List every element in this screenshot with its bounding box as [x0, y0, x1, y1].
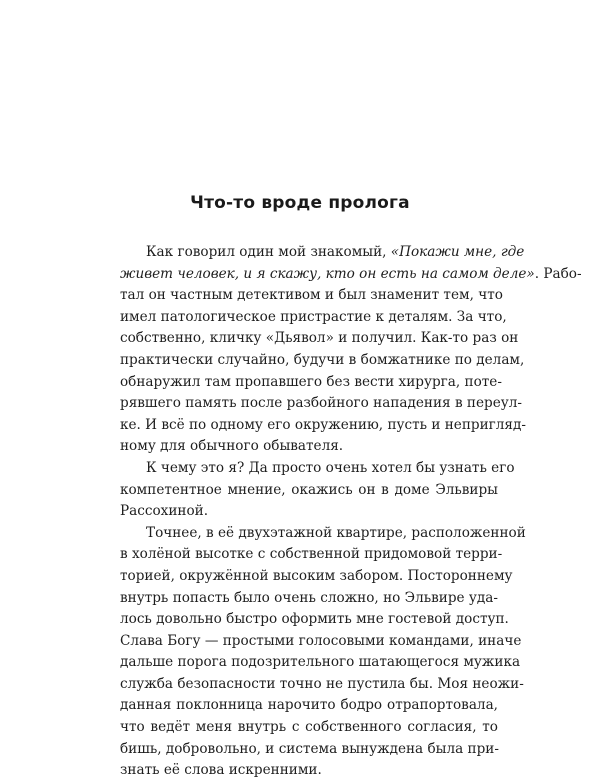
body-text	[120, 242, 582, 782]
text-line: торией, окружённой высоким забором. Постороннему	[120, 567, 513, 584]
chapter-title: Что-то вроде пролога	[190, 193, 410, 213]
text-line: в холёной высотке с собственной придомовой терри-	[120, 546, 503, 563]
text-line: Рассохиной.	[120, 503, 209, 520]
text-line: обнаружил там пропавшего без вести хирурга, поте-	[120, 373, 502, 390]
text-run: . Рабо-	[534, 265, 582, 282]
text-line: знать её слова искренними.	[120, 762, 322, 779]
text-line	[120, 242, 525, 264]
text-line: лось довольно быстро оформить мне гостевой доступ.	[120, 611, 509, 628]
text-line: Слава Богу — простыми голосовыми командами, иначе	[120, 632, 522, 649]
text-line: рявшего память после разбойного нападения в переул-	[120, 395, 522, 412]
text-line: тал он частным детективом и был знаменит тем, что	[120, 287, 503, 304]
text-line	[120, 264, 582, 286]
text-line: практически случайно, будучи в бомжатнике по делам,	[120, 351, 525, 368]
text-line: ному для обычного обывателя.	[120, 438, 344, 455]
text-line: дальше порога подозрительного шатающегося мужика	[120, 654, 521, 671]
text-line: данная поклонница нарочито бодро отрапортовала,	[120, 697, 498, 714]
italic-quote: «Покажи мне, где	[390, 244, 525, 260]
text-line: К чему это я? Да просто очень хотел бы узнать его	[146, 459, 515, 476]
text-line: имел патологическое пристрастие к деталям. За что,	[120, 308, 507, 325]
text-line: собственно, кличку «Дьявол» и получил. Как-то раз он	[120, 330, 519, 347]
text-line: компетентное мнение, окажись он в доме Эльвиры	[120, 481, 498, 498]
text-line: что ведёт меня внутрь с собственного согласия, то	[120, 719, 498, 736]
text-line: внутрь попасть было очень сложно, но Эльвире уда-	[120, 589, 498, 606]
italic-quote: живет человек, и я скажу, кто он есть на самом деле»	[120, 265, 535, 282]
text-line: ке. И всё по одному его окружению, пусть и непригляд-	[120, 416, 526, 433]
text-line: Точнее, в её двухэтажной квартире, расположенной	[146, 524, 526, 541]
text-line: бишь, добровольно, и система вынуждена была при-	[120, 740, 499, 757]
text-run: Как говорил один мой знакомый,	[146, 244, 391, 260]
text-line: служба безопасности точно не пустила бы. Моя неожи-	[120, 675, 524, 692]
